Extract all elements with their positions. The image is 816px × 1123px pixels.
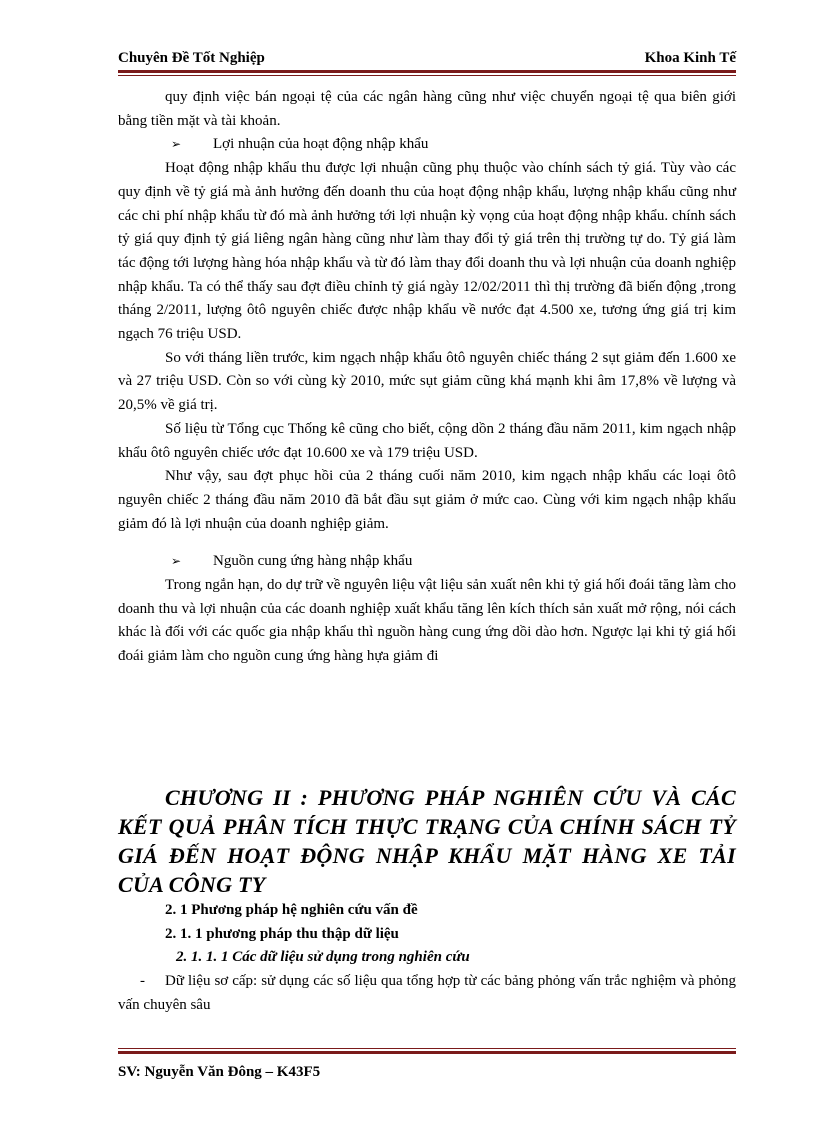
dash-list-item: [118, 970, 736, 1017]
dash-bullet: -: [140, 972, 145, 989]
dash-item-text: Dữ liệu sơ cấp: sử dụng các số liệu qua tổng hợp từ các bảng phỏng vấn trắc nghiệm và phỏng vấn chuyên sâu: [118, 972, 736, 1013]
header-right: Khoa Kinh Tế: [644, 50, 736, 66]
bullet-item: [118, 550, 736, 574]
bullet-item: [118, 133, 736, 157]
subsection-heading: 2. 1. 1 phương pháp thu thập dữ liệu: [165, 925, 399, 942]
bullet-label: Nguồn cung ứng hàng nhập khẩu: [213, 553, 413, 570]
paragraph: So với tháng liền trước, kim ngạch nhập khẩu ôtô nguyên chiếc tháng 2 sụt giảm đến 1.600 xe và 27 triệu USD. Còn so với cùng kỳ 2010, mức sụt giảm cũng khá mạnh khi âm 17,8% về lượng và 20,5% về giá trị.: [118, 349, 736, 414]
page-footer: SV: Nguyễn Văn Đông – K43F5: [118, 1064, 321, 1080]
page-body: [118, 86, 736, 1017]
arrowhead-bullet-icon: ➢: [171, 137, 182, 152]
paragraph: Trong ngắn hạn, do dự trữ về nguyên liệu vật liệu sản xuất nên khi tỷ giá hối đoái tăng làm cho doanh thu và lợi nhuận của các doanh nghiệp xuất khẩu tăng lên kích thích sản xuất mở rộng, nói cách khác là đối với các quốc gia nhập khẩu thì nguồn hàng cung ứng dồi dào hơn. Ngược lại khi tỷ giá hối đoái giảm làm cho nguồn cung ứng hàng hựa giảm đi: [118, 577, 736, 665]
header-left: Chuyên Đề Tốt Nghiệp: [118, 50, 265, 66]
header-rule: [118, 70, 736, 76]
paragraph: Như vậy, sau đợt phục hồi của 2 tháng cuối năm 2010, kim ngạch nhập khẩu các loại ôtô nguyên chiếc 2 tháng đầu năm 2010 đã bắt đầu sụt giảm ở mức cao. Cùng với kim ngạch nhập khẩu giảm đó là lợi nhuận của doanh nghiệp giảm.: [118, 468, 736, 532]
paragraph: Số liệu từ Tổng cục Thống kê cũng cho biết, cộng dồn 2 tháng đầu năm 2011, kim ngạch nhập khẩu ôtô nguyên chiếc ước đạt 10.600 xe và 179 triệu USD.: [118, 420, 736, 461]
paragraph: Hoạt động nhập khẩu thu được lợi nhuận cũng phụ thuộc vào chính sách tỷ giá. Tùy vào các quy định về tỷ giá mà ảnh hưởng đến doanh thu của hoạt động nhập khẩu, lượng nhập khẩu cũng như các chi phí nhập khẩu từ đó mà ảnh hưởng tới lợi nhuận kỳ vọng của hoạt động nhập khẩu. chính sách tỷ giá quy định tỷ giá liêng ngân hàng cũng như làm thay đổi tỷ giá trên thị trường tự do. Tỷ giá làm tác động tới lượng hàng hóa nhập khẩu và từ đó làm thay đổi doanh thu và lợi nhuận của doanh nghiệp nhập khẩu. Ta có thể thấy sau đợt điều chỉnh tỷ giá ngày 12/02/2011 thì thị trường đã biến động ,trong tháng 2/2011, lượng ôtô nguyên chiếc được nhập khẩu về nước đạt 4.500 xe, tương ứng giá trị kim ngạch 76 triệu USD.: [118, 160, 736, 343]
footer-rule: [118, 1048, 736, 1054]
arrowhead-bullet-icon: ➢: [171, 554, 182, 569]
bullet-label: Lợi nhuận của hoạt động nhập khẩu: [213, 136, 429, 153]
paragraph: quy định việc bán ngoại tệ của các ngân hàng cũng như việc chuyển ngoại tệ qua biên giới bằng tiền mặt và tài khoản.: [118, 89, 736, 129]
section-heading: 2. 1 Phương pháp hệ nghiên cứu vấn đề: [165, 901, 418, 918]
chapter-title: CHƯƠNG II : PHƯƠNG PHÁP NGHIÊN CỨU VÀ CÁC KẾT QUẢ PHÂN TÍCH THỰC TRẠNG CỦA CHÍNH SÁCH TỶ GIÁ ĐẾN HOẠT ĐỘNG NHẬP KHẨU MẶT HÀNG XE TẢI CỦA CÔNG TY: [118, 784, 736, 897]
subsubsection-heading: 2. 1. 1. 1 Các dữ liệu sử dụng trong nghiên cứu: [176, 949, 470, 966]
page-header: [118, 50, 736, 70]
